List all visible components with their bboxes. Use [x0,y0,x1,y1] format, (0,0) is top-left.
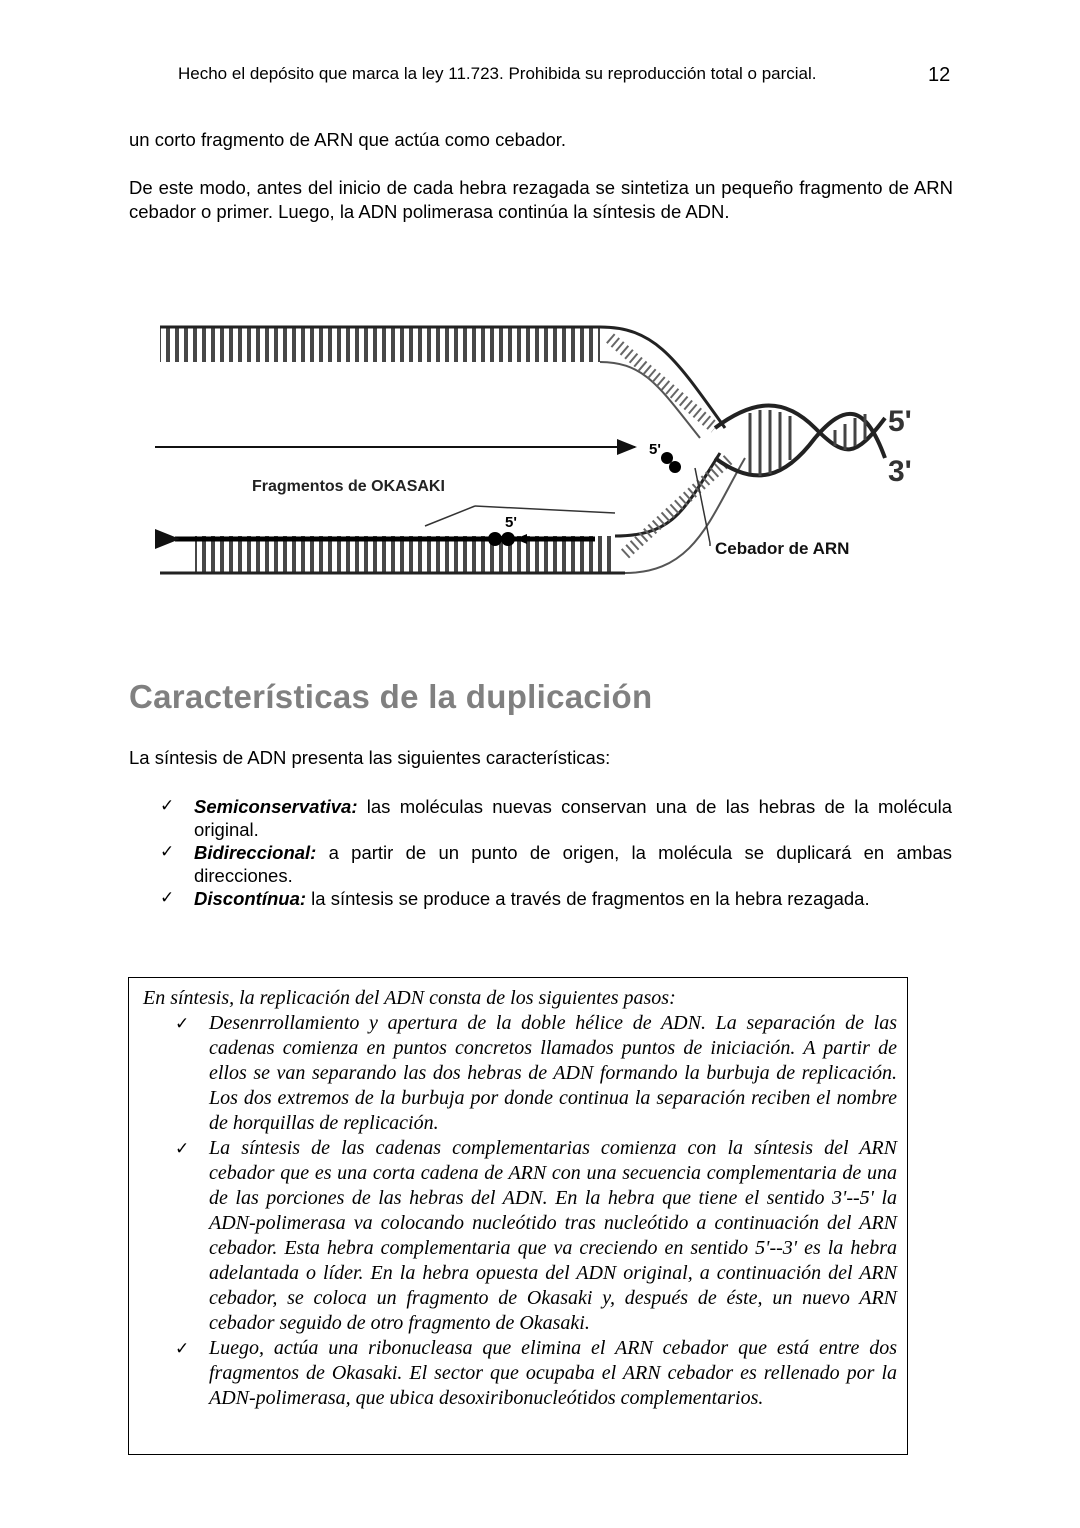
feature-text: las moléculas nuevas conservan una de las hebras de la molécula original. [194,796,953,840]
checkmark-icon: ✓ [175,1139,190,1159]
bottom-strand [160,453,745,573]
features-list [160,795,952,910]
paragraph: un corto fragmento de ARN que actúa como cebador. [129,129,567,150]
label-5prime-bottom: 5' [505,514,517,531]
checkmark-icon: ✓ [160,888,175,908]
label-3prime-right: 3' [888,455,912,488]
list-item [160,887,952,910]
list-item [160,841,952,887]
feature-term: Semiconservativa: [194,796,358,817]
feature-term: Bidireccional: [194,842,317,863]
list-item [175,1136,897,1336]
page-number: 12 [928,64,951,86]
list-item [160,795,952,841]
replication-fork-diagram [155,318,925,583]
label-okasaki: Fragmentos de OKASAKI [252,478,445,495]
checkmark-icon: ✓ [175,1014,190,1034]
step-text: Luego, actúa una ribonucleasa que elimina el ARN cebador que está entre dos fragmentos de Okasaki. El sector que ocupaba el ARN cebador es rellenado por la ADN-polimerasa, que ubica desoxiribonucleótidos complementarios. [209,1337,897,1409]
checkmark-icon: ✓ [160,796,175,816]
paragraph: De este modo, antes del inicio de cada hebra rezagada se sintetiza un pequeño fragmento de ARN cebador o primer. Luego, la ADN polimerasa continúa la síntesis de ADN. [129,177,953,222]
feature-text: la síntesis se produce a través de fragmentos en la hebra rezagada. [311,888,870,909]
label-5prime-top: 5' [649,441,661,458]
section-title: Características de la duplicación [129,678,653,715]
rna-primer-top [661,452,681,473]
summary-intro: En síntesis, la replicación del ADN consta de los siguientes pasos: [143,987,676,1009]
label-cebador: Cebador de ARN [715,539,850,558]
checkmark-icon: ✓ [175,1339,190,1359]
step-text: La síntesis de las cadenas complementarias comienza con la síntesis del ARN cebador que es una corta cadena de ARN con una secuencia complementaria de una de las porciones de las hebras del ADN. En la hebra que tiene el sentido 3'--5' la ADN-polimerasa va colocando nucleótido tras nucleótido a continuación del ARN cebador. Esta hebra complementaria que va creciendo en sentido 5'--3' es la hebra adelantada o líder. En la hebra opuesta del ADN original, a continuación del ARN cebador, se coloca un fragmento de Okasaki y, después de éste, un nuevo ARN cebador seguido de otro fragmento de Okasaki. [209,1137,897,1334]
section-intro: La síntesis de ADN presenta las siguientes características: [129,747,611,768]
list-item [175,1336,897,1411]
steps-list [175,1011,897,1411]
feature-term: Discontínua: [194,888,307,909]
header-notice: Hecho el depósito que marca la ley 11.723. Prohibida su reproducción total o parcial. [178,64,817,83]
top-strand [160,327,725,438]
feature-text: a partir de un punto de origen, la molécula se duplicará en ambas direcciones. [194,842,953,886]
summary-box [128,977,908,1455]
step-text: Desenrrollamiento y apertura de la doble hélice de ADN. La separación de las cadenas comienza en puntos concretos llamados puntos de iniciación. A partir de ellos se van separando las dos hebras de ADN formando la burbuja de replicación. Los dos extremos de la burbuja por donde continua la separación reciben el nombre de horquillas de replicación. [209,1012,897,1134]
checkmark-icon: ✓ [160,842,175,862]
label-5prime-right: 5' [888,405,912,438]
list-item [175,1011,897,1136]
